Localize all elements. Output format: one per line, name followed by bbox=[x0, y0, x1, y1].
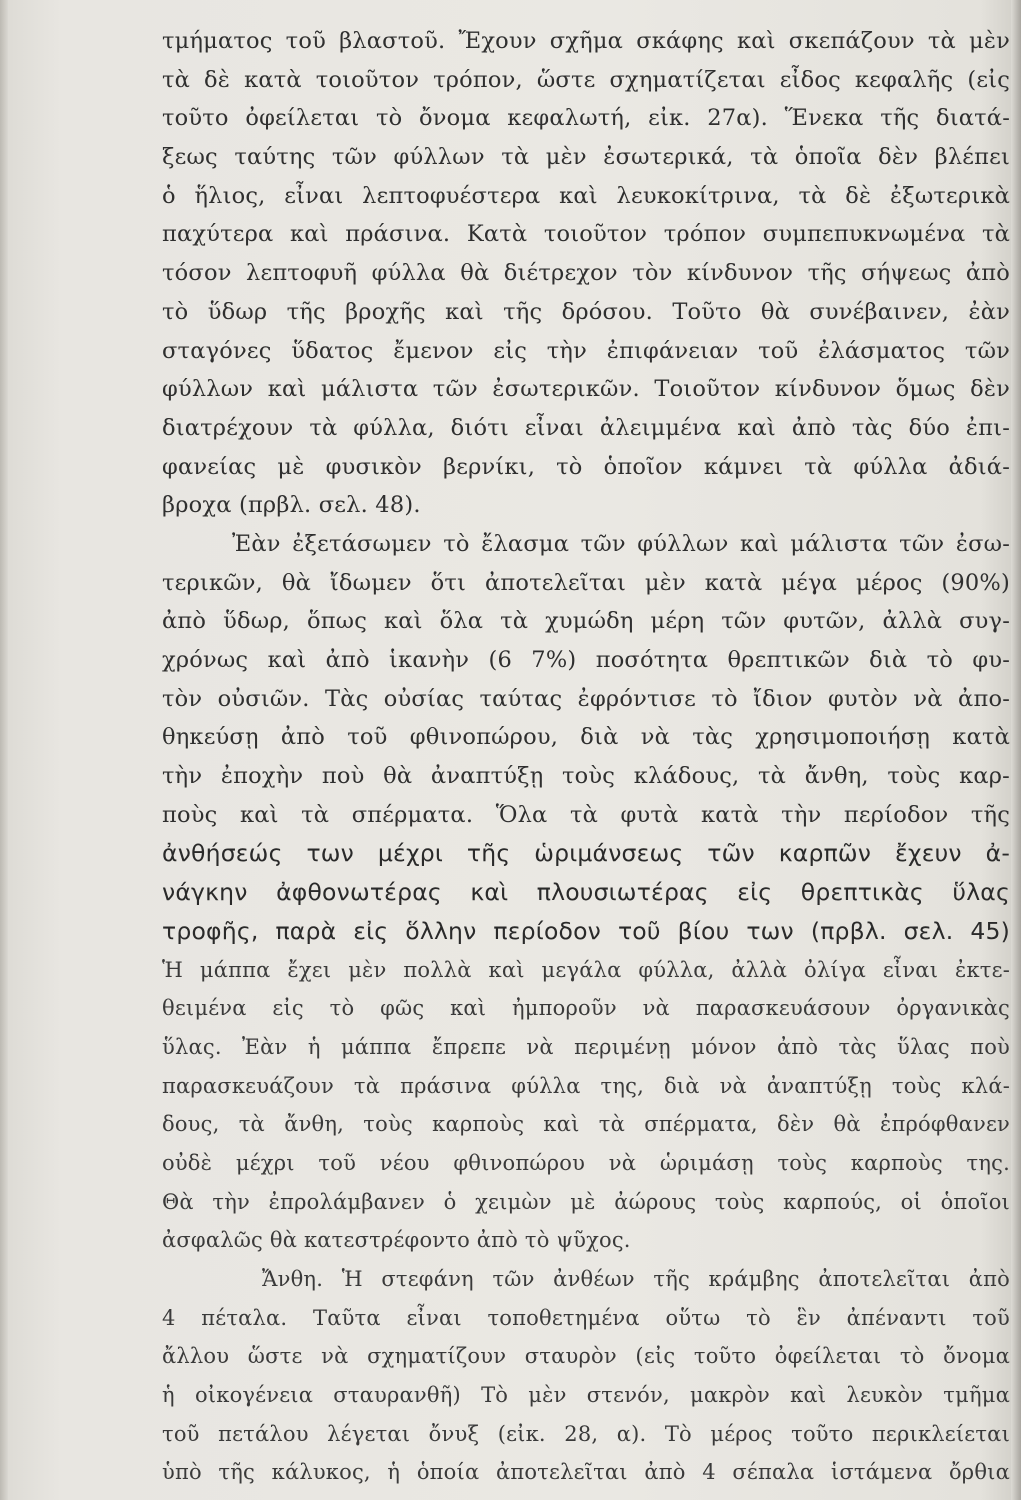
text-line: τὸν οὐσιῶν. Τὰς οὐσίας ταύτας ἐφρόντισε τὸ ἴδιον φυτὸν νὰ ἀπο- bbox=[162, 685, 1010, 712]
text-line: ἡ οἰκογένεια σταυρανθῆ) Τὸ μὲν στενόν, μακρὸν καὶ λευκὸν τμῆμα bbox=[162, 1383, 1010, 1408]
text-line: ξεως ταύτης τῶν φύλλων τὰ μὲν ἐσωτερικά, τὰ ὁποῖα δὲν βλέπει bbox=[162, 144, 1010, 171]
text-line: τμήματος τοῦ βλαστοῦ. Ἔχουν σχῆμα σκάφης καὶ σκεπάζουν τὰ μὲν bbox=[162, 28, 1010, 54]
text-line: 4 πέταλα. Ταῦτα εἶναι τοποθετημένα οὕτω τὸ ἓν ἀπέναντι τοῦ bbox=[162, 1305, 1010, 1330]
text-line: δους, τὰ ἄνθη, τοὺς καρποὺς καὶ τὰ σπέρματα, δὲν θὰ ἐπρόφθανεν bbox=[162, 1112, 1010, 1137]
text-line: βροχα (πρβλ. σελ. 48). bbox=[162, 492, 421, 519]
text-line: τὰ δὲ κατὰ τοιοῦτον τρόπον, ὥστε σχηματίζεται εἶδος κεφαλῆς (εἰς bbox=[162, 66, 1010, 93]
paragraph-start-line: Ἐὰν ἐξετάσωμεν τὸ ἔλασμα τῶν φύλλων καὶ μάλιστα τῶν ἐσω- bbox=[232, 530, 1010, 557]
text-line: φύλλων καὶ μάλιστα τῶν ἐσωτερικῶν. Τοιοῦτον κίνδυνον ὅμως δὲν bbox=[162, 376, 1010, 403]
text-line: ὕλας. Ἐὰν ἡ μάππα ἔπρεπε νὰ περιμένῃ μόνον ἀπὸ τὰς ὕλας ποὺ bbox=[162, 1034, 1010, 1059]
section-heading-line: Ἄνθη. Ἡ στεφάνη τῶν ἀνθέων τῆς κράμβης ἀποτελεῖται ἀπὸ bbox=[262, 1267, 1010, 1291]
text-line: τὸ ὕδωρ τῆς βροχῆς καὶ τῆς δρόσου. Τοῦτο θὰ συνέβαινεν, ἐὰν bbox=[162, 298, 1010, 325]
text-line: θειμένα εἰς τὸ φῶς καὶ ἠμποροῦν νὰ παρασκευάσουν ὀργανικὰς bbox=[162, 996, 1010, 1021]
text-line: Ἡ μάππα ἔχει μὲν πολλὰ καὶ μεγάλα φύλλα, ἀλλὰ ὀλίγα εἶναι ἐκτε- bbox=[162, 957, 1010, 982]
text-line: τόσον λεπτοφυῆ φύλλα θὰ διέτρεχον τὸν κίνδυνον τῆς σήψεως ἀπὸ bbox=[162, 260, 1010, 287]
text-line: τὴν ἐποχὴν ποὺ θὰ ἀναπτύξῃ τοὺς κλάδους, τὰ ἄνθη, τοὺς καρ- bbox=[162, 763, 1010, 790]
text-line: παχύτερα καὶ πράσινα. Κατὰ τοιοῦτον τρόπον συμπεπυκνωμένα τὰ bbox=[162, 221, 1010, 248]
text-line: ἀπὸ ὕδωρ, ὅπως καὶ ὅλα τὰ χυμώδη μέρη τῶν φυτῶν, ἀλλὰ συγ- bbox=[162, 608, 1010, 635]
text-line: διατρέχουν τὰ φύλλα, διότι εἶναι ἀλειμμένα καὶ ἀπὸ τὰς δύο ἐπι- bbox=[162, 414, 1010, 441]
page-left-edge bbox=[0, 0, 8, 1500]
text-line: χρόνως καὶ ἀπὸ ἱκανὴν (6 7%) ποσότητα θρεπτικῶν διὰ τὸ φυ- bbox=[162, 647, 1010, 673]
text-line: Θὰ τὴν ἐπρολάμβανεν ὁ χειμὼν μὲ ἀώρους τοὺς καρπούς, οἱ ὁποῖοι bbox=[162, 1189, 1010, 1214]
page-right-edge bbox=[1011, 0, 1021, 1500]
text-line: τερικῶν, θὰ ἴδωμεν ὅτι ἀποτελεῖται μὲν κατὰ μέγα μέρος (90%) bbox=[162, 569, 1010, 596]
text-line: τοῦ πετάλου λέγεται ὄνυξ (εἰκ. 28, α). Τὸ μέρος τοῦτο περικλείεται bbox=[162, 1421, 1010, 1446]
text-line: ποὺς καὶ τὰ σπέρματα. Ὅλα τὰ φυτὰ κατὰ τὴν περίοδον τῆς bbox=[162, 801, 1010, 828]
text-line: τροφῆς, παρὰ εἰς ὅλλην περίοδον τοῦ βίου των (πρβλ. σελ. 45) bbox=[162, 916, 1010, 945]
text-line: ἀσφαλῶς θὰ κατεστρέφοντο ἀπὸ τὸ ψῦχος. bbox=[162, 1228, 631, 1253]
text-line: ὑπὸ τῆς κάλυκος, ἡ ὁποία ἀποτελεῖται ἀπὸ 4 σέπαλα ἱστάμενα ὄρθια bbox=[162, 1460, 1010, 1485]
text-line: σταγόνες ὕδατος ἔμενον εἰς τὴν ἐπιφάνειαν τοῦ ἐλάσματος τῶν bbox=[162, 337, 1010, 364]
text-line: ἄλλου ὥστε νὰ σχηματίζουν σταυρὸν (εἰς τοῦτο ὀφείλεται τὸ ὄνομα bbox=[162, 1344, 1010, 1369]
text-line: ἀνθήσεώς των μέχρι τῆς ὡριμάνσεως τῶν καρπῶν ἔχευν ἀ- bbox=[162, 839, 1010, 868]
text-line: νάγκην ἀφθονωτέρας καὶ πλουσιωτέρας εἰς θρεπτικὰς ὕλας bbox=[162, 878, 1010, 907]
text-line: παρασκευάζουν τὰ πράσινα φύλλα της, διὰ νὰ ἀναπτύξῃ τοὺς κλά- bbox=[162, 1073, 1010, 1098]
text-line: φανείας μὲ φυσικὸν βερνίκι, τὸ ὁποῖον κάμνει τὰ φύλλα ἀδιά- bbox=[162, 453, 1010, 480]
body-text bbox=[162, 22, 1010, 1492]
text-line: θηκεύσῃ ἀπὸ τοῦ φθινοπώρου, διὰ νὰ τὰς χρησιμοποιήσῃ κατὰ bbox=[162, 724, 1010, 751]
text-line: ὁ ἥλιος, εἶναι λεπτοφυέστερα καὶ λευκοκίτρινα, τὰ δὲ ἐξωτερικὰ bbox=[162, 182, 1010, 209]
text-line: οὐδὲ μέχρι τοῦ νέου φθινοπώρου νὰ ὡριμάσῃ τοὺς καρποὺς της. bbox=[162, 1150, 1010, 1175]
text-line: τοῦτο ὀφείλεται τὸ ὄνομα κεφαλωτή, εἰκ. 27α). Ἕνεκα τῆς διατά- bbox=[162, 105, 1010, 132]
